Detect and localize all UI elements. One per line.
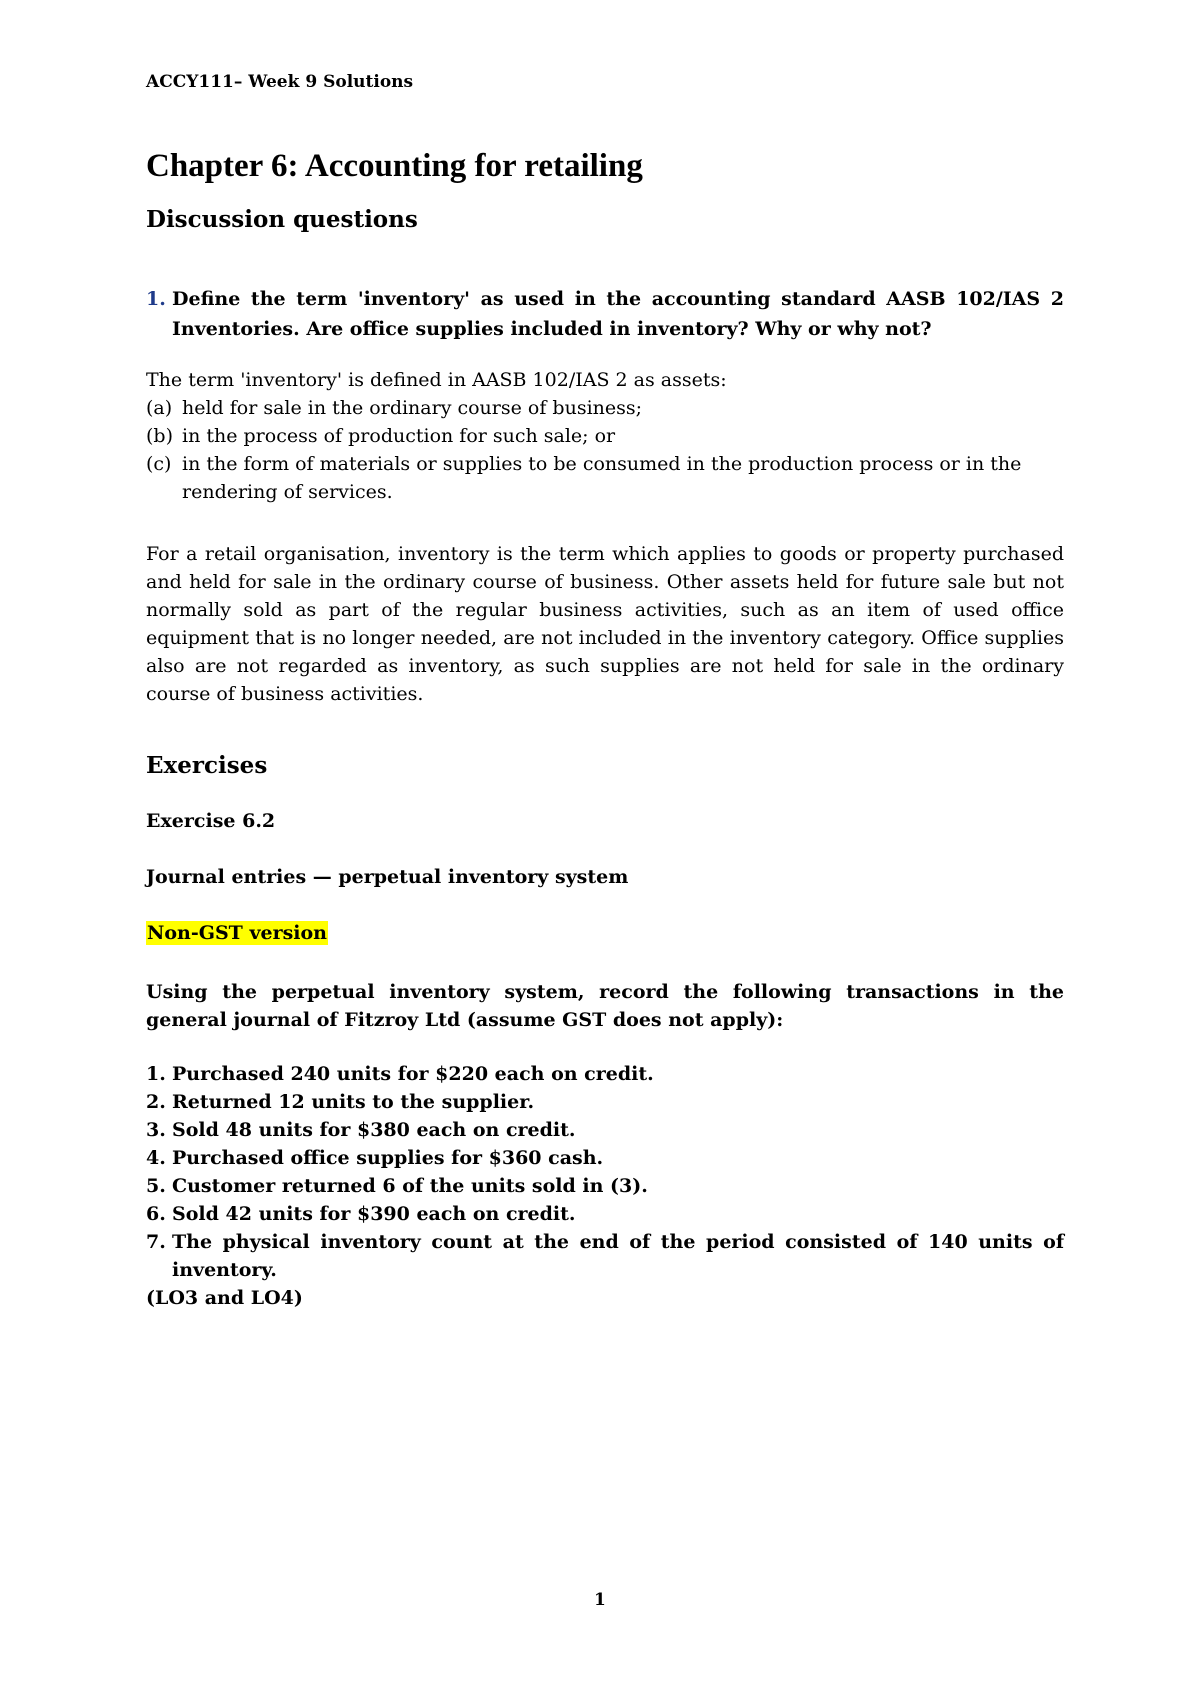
chapter-title: Chapter 6: Accounting for retailing (146, 148, 643, 184)
transaction-item (146, 1116, 1064, 1144)
transaction-item (146, 1172, 1064, 1200)
highlighted-text: Non-GST version (147, 922, 327, 944)
transaction-item (146, 1088, 1064, 1116)
transaction-text: Purchased 240 units for $220 each on credit. (172, 1063, 654, 1085)
definition-item-mark: (a) (146, 397, 173, 419)
transaction-text: Sold 48 units for $380 each on credit. (172, 1119, 576, 1141)
definition-item (146, 422, 1064, 450)
discussion-heading: Discussion questions (146, 206, 418, 233)
transaction-text: The physical inventory count at the end of the period consisted of 140 units of inventory. (172, 1231, 1064, 1281)
transaction-number: 1. (146, 1063, 166, 1085)
page-header: ACCY111– Week 9 Solutions (146, 72, 414, 92)
definition-block (146, 366, 1064, 506)
transaction-number: 3. (146, 1119, 166, 1141)
transaction-number: 6. (146, 1203, 166, 1225)
transaction-text: Returned 12 units to the supplier. (172, 1091, 535, 1113)
answer-paragraph: For a retail organisation, inventory is the term which applies to goods or property purchased and held for sale in the ordinary course of business. Other assets held for future sale but not normally sold as part of the regular business activities, such as an item of used office equipment that is no longer needed, are not included in the inventory category. Office supplies also are not regarded as inventory, as such supplies are not held for sale in the ordinary course of business activities. (146, 543, 1064, 705)
question-number: 1. (146, 288, 166, 310)
exercises-heading: Exercises (146, 752, 268, 779)
exercise-number: Exercise 6.2 (146, 810, 276, 832)
transaction-text: Customer returned 6 of the units sold in (3). (172, 1175, 648, 1197)
transaction-number: 4. (146, 1147, 166, 1169)
transaction-text: Purchased office supplies for $360 cash. (172, 1147, 604, 1169)
transaction-item (146, 1144, 1064, 1172)
discussion-question (146, 284, 1064, 344)
transaction-list (146, 1060, 1064, 1312)
transaction-number: 5. (146, 1175, 166, 1197)
transaction-item (146, 1060, 1064, 1088)
version-label (146, 922, 328, 944)
exercise-instruction: Using the perpetual inventory system, record the following transactions in the general journal of Fitzroy Ltd (assume GST does not apply): (146, 981, 1064, 1031)
transaction-number: 2. (146, 1091, 166, 1113)
definition-item-mark: (b) (146, 425, 173, 447)
exercise-title: Journal entries — perpetual inventory system (146, 866, 629, 888)
transaction-item (146, 1200, 1064, 1228)
definition-item (146, 394, 1064, 422)
learning-outcomes: (LO3 and LO4) (146, 1287, 303, 1309)
transaction-number: 7. (146, 1231, 166, 1253)
definition-item-text: in the form of materials or supplies to be consumed in the production process or in the rendering of services. (182, 453, 1022, 503)
transaction-item (146, 1228, 1064, 1284)
page-number: 1 (594, 1590, 606, 1610)
transaction-text: Sold 42 units for $390 each on credit. (172, 1203, 576, 1225)
definition-intro: The term 'inventory' is defined in AASB 102/IAS 2 as assets: (146, 369, 727, 391)
definition-item-text: in the process of production for such sale; or (182, 425, 616, 447)
question-text: Define the term 'inventory' as used in the accounting standard AASB 102/IAS 2 Inventories. Are office supplies included in inventory? Why or why not? (172, 288, 1064, 340)
definition-item-text: held for sale in the ordinary course of business; (182, 397, 643, 419)
definition-item (146, 450, 1064, 506)
definition-item-mark: (c) (146, 453, 172, 475)
